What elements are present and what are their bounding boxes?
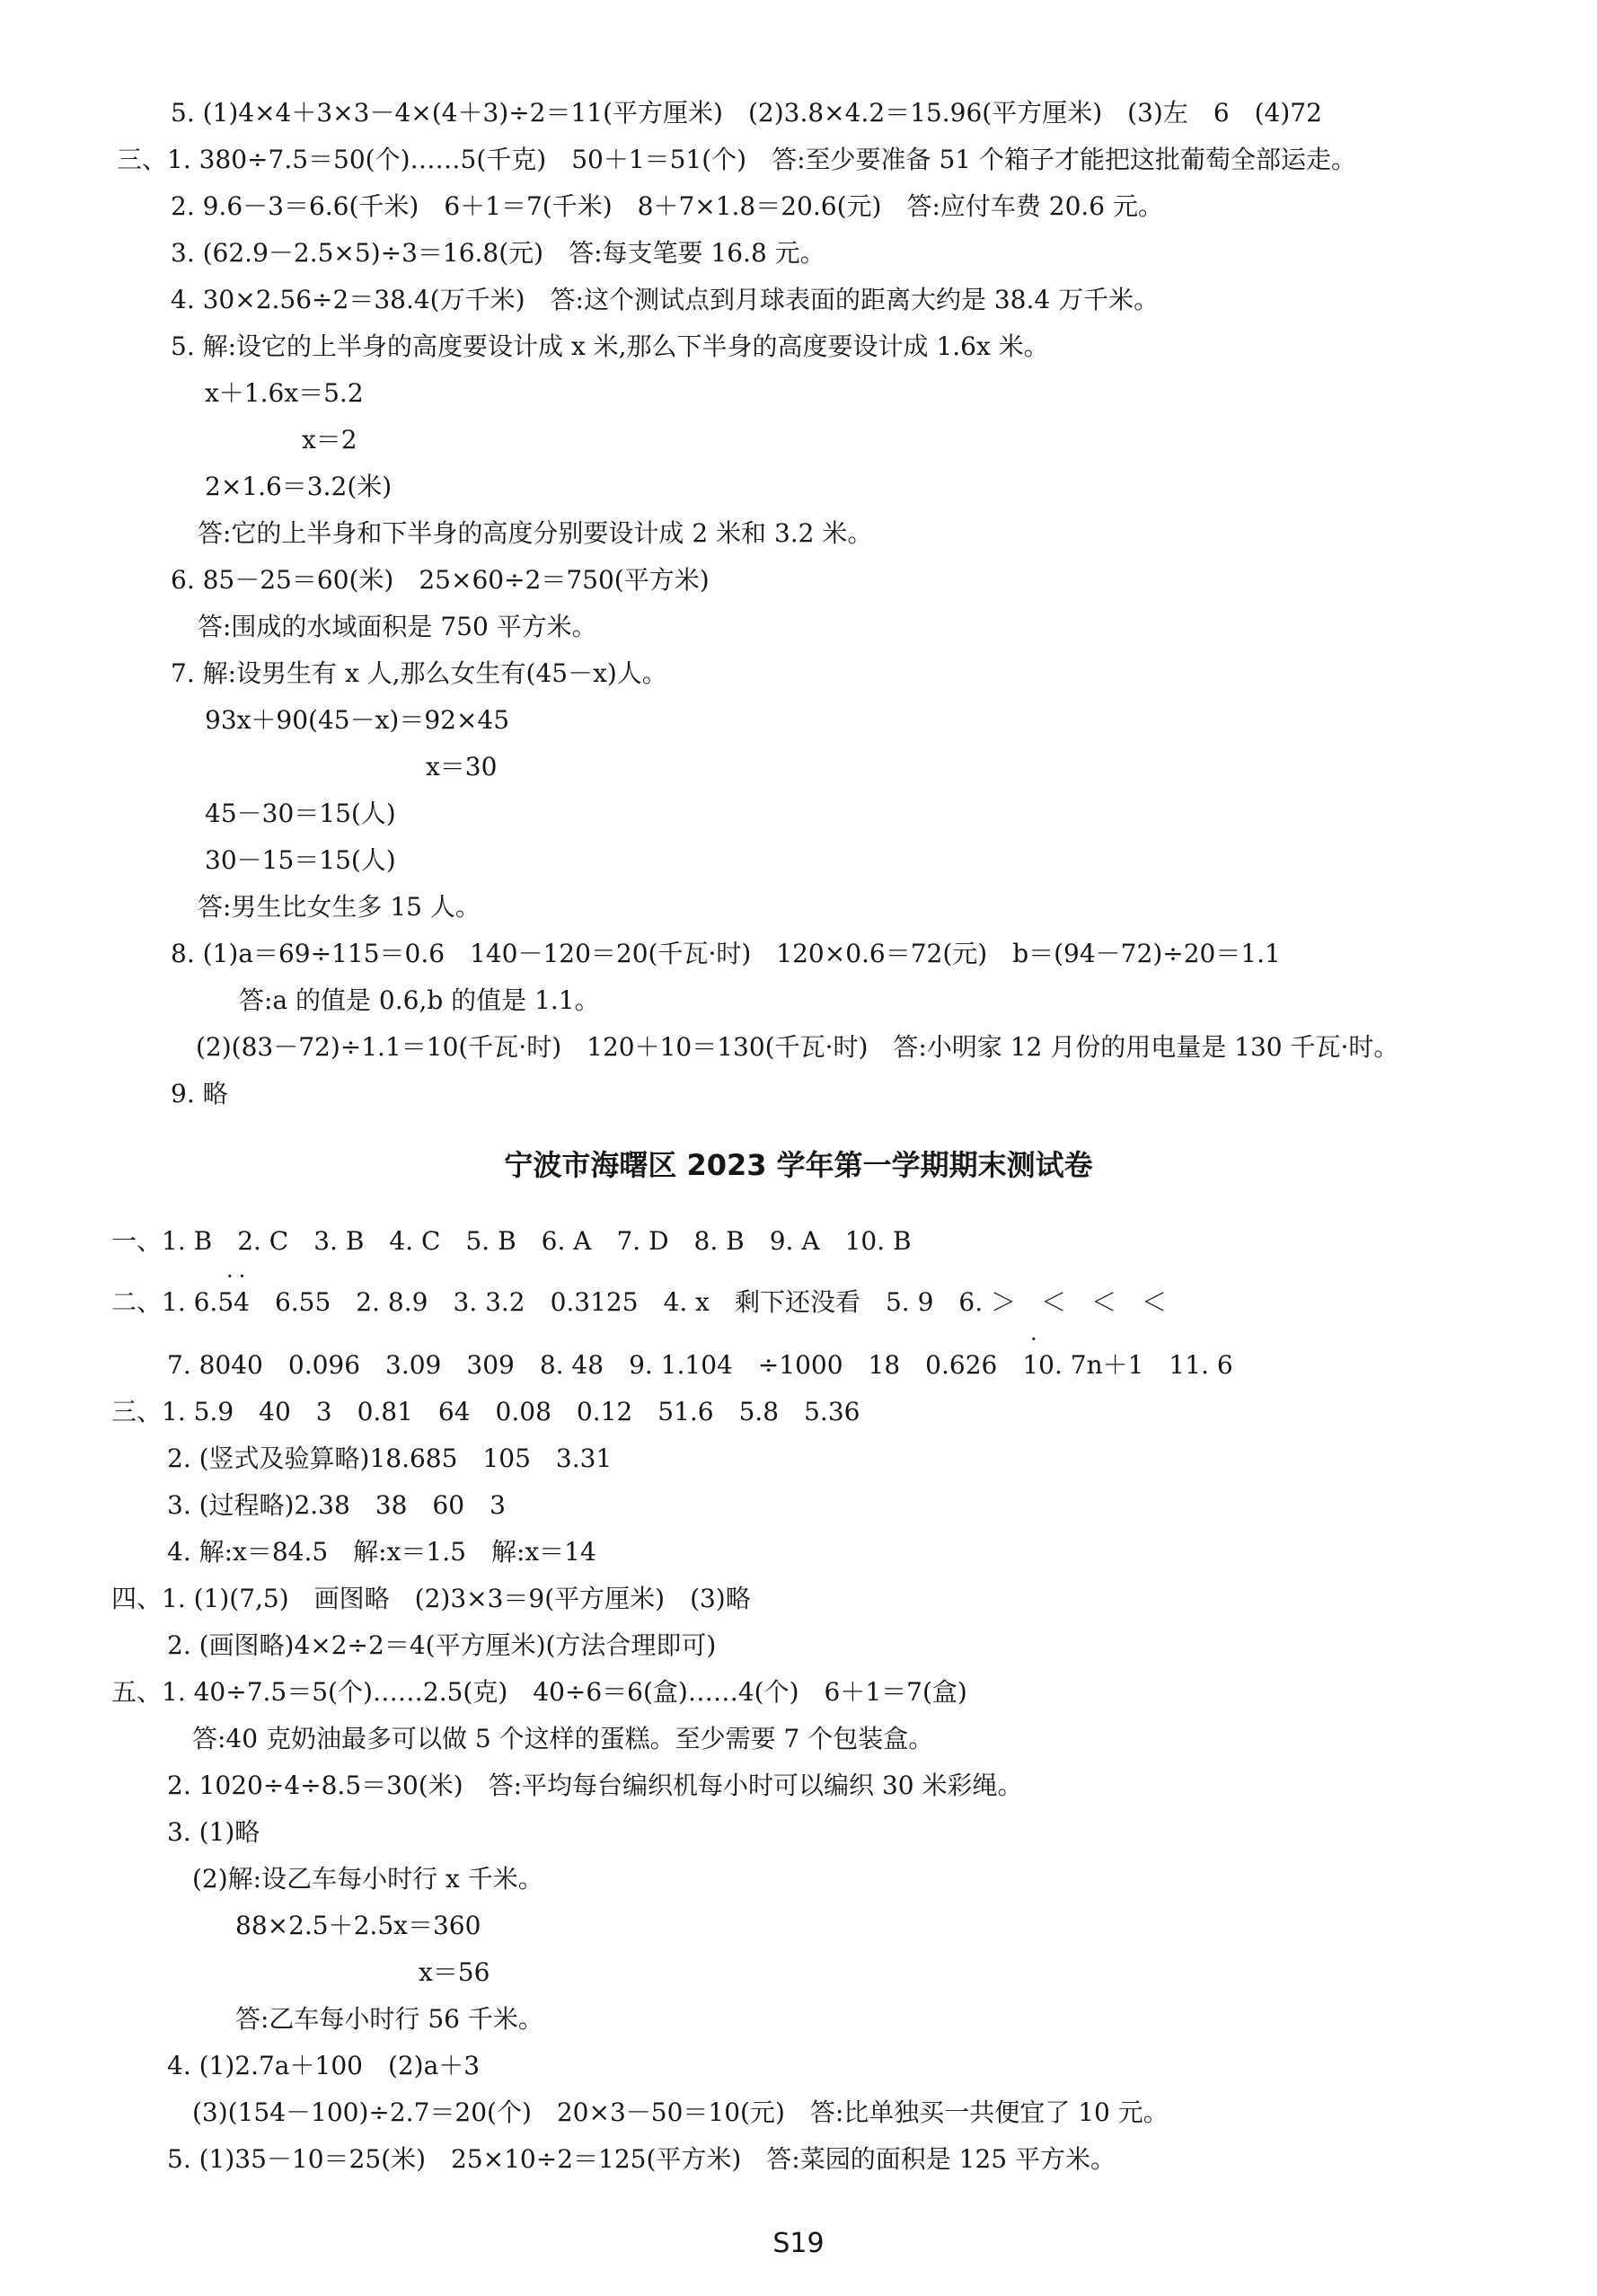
answer-line: 三、1. 380÷7.5＝50(个)……5(千克) 50＋1＝51(个) 答:至少要准备 51 个箱子才能把这批葡萄全部运走。 [117,145,1356,174]
answer-line: 4. (1)2.7a＋100 (2)a＋3 [167,2051,481,2080]
section-title: 宁波市海曙区 2023 学年第一学期期末测试卷 [504,1148,1093,1182]
answer-line: 5. (1)35－10＝25(米) 25×10÷2＝125(平方米) 答:菜园的面积是 125 平方米。 [167,2144,1116,2174]
answer-line: 4. 解:x＝84.5 解:x＝1.5 解:x＝14 [167,1537,596,1567]
answer-line: 2. 1020÷4÷8.5＝30(米) 答:平均每台编织机每小时可以编织 30 米彩绳。 [167,1771,1023,1800]
answer-line: 4. 30×2.56÷2＝38.4(万千米) 答:这个测试点到月球表面的距离大约是 38.4 万千米。 [171,285,1160,314]
answer-line: 四、1. (1)(7,5) 画图略 (2)3×3＝9(平方厘米) (3)略 [111,1584,751,1613]
answer-line: (3)(154－100)÷2.7＝20(个) 20×3－50＝10(元) 答:比单独买一共便宜了 10 元。 [192,2097,1169,2127]
answer-line: 6. 85－25＝60(米) 25×60÷2＝750(平方米) [171,565,710,595]
answer-line: 2. (竖式及验算略)18.685 105 3.31 [167,1444,613,1473]
answer-line: 9. 略 [171,1079,228,1108]
answer-line: 答:乙车每小时行 56 千米。 [235,2004,543,2034]
answer-line: 答:男生比女生多 15 人。 [198,892,481,922]
answer-line: 三、1. 5.9 40 3 0.81 64 0.08 0.12 51.6 5.8 5.36 [111,1397,860,1426]
answer-line: 5. (1)4×4＋3×3－4×(4＋3)÷2＝11(平方厘米) (2)3.8×4.2＝15.96(平方厘米) (3)左 6 (4)72 [171,98,1322,128]
answer-line: 88×2.5＋2.5x＝360 [235,1911,481,1940]
answer-line: 7. 解:设男生有 x 人,那么女生有(45－x)人。 [171,658,667,688]
answer-line: 一、1. B 2. C 3. B 4. C 5. B 6. A 7. D 8. B 9. A 10. B [111,1226,912,1256]
answer-line: 答:它的上半身和下半身的高度分别要设计成 2 米和 3.2 米。 [198,518,873,548]
answer-line: (2)解:设乙车每小时行 x 千米。 [192,1864,543,1894]
answer-line: 8. (1)a＝69÷115＝0.6 140－120＝20(千瓦·时) 120×0.6＝72(元) b＝(94－72)÷20＝1.1 [171,939,1281,968]
answer-line: x＝56 [419,1957,490,1987]
answer-line: x＝30 [426,752,498,782]
repeating-decimal-dot: · [1030,1327,1043,1352]
answer-line: (2)(83－72)÷1.1＝10(千瓦·时) 120＋10＝130(千瓦·时) 答:小明家 12 月份的用电量是 130 千瓦·时。 [196,1032,1399,1062]
answer-line: 二、1. 6.54 6.55 2. 8.9 3. 3.2 0.3125 4. x 剩下还没看 5. 9 6. ＞ ＜ ＜ ＜ [111,1287,1168,1317]
answer-line: 30－15＝15(人) [205,845,396,875]
answer-line: 45－30＝15(人) [205,799,396,828]
repeating-decimal-dots: ·· [226,1264,251,1289]
answer-line: x＋1.6x＝5.2 [205,378,364,408]
answer-line: 2. (画图略)4×2÷2＝4(平方厘米)(方法合理即可) [167,1630,717,1660]
answer-line: 答:a 的值是 0.6,b 的值是 1.1。 [239,985,600,1015]
answer-line: 7. 8040 0.096 3.09 309 8. 48 9. 1.104 ÷1000 18 0.626 10. 7n＋1 11. 6 [167,1350,1233,1380]
answer-line: 2. 9.6－3＝6.6(千米) 6＋1＝7(千米) 8＋7×1.8＝20.6(元) 答:应付车费 20.6 元。 [171,191,1164,221]
answer-line: 答:围成的水域面积是 750 平方米。 [198,612,597,641]
answer-line: 5. 解:设它的上半身的高度要设计成 x 米,那么下半身的高度要设计成 1.6x 米。 [171,331,1049,361]
page-number: S19 [772,2228,825,2259]
answer-line: 3. (过程略)2.38 38 60 3 [167,1490,506,1520]
answer-line: 3. (1)略 [167,1817,260,1847]
answer-line: 3. (62.9－2.5×5)÷3＝16.8(元) 答:每支笔要 16.8 元。 [171,238,825,268]
answer-line: 2×1.6＝3.2(米) [205,472,393,501]
answer-line: 五、1. 40÷7.5＝5(个)……2.5(克) 40÷6＝6(盒)……4(个) 6＋1＝7(盒) [111,1677,967,1707]
answer-line: 93x＋90(45－x)＝92×45 [205,705,510,735]
answer-line: 答:40 克奶油最多可以做 5 个这样的蛋糕。至少需要 7 个包装盒。 [192,1724,934,1753]
answer-line: x＝2 [302,425,357,455]
